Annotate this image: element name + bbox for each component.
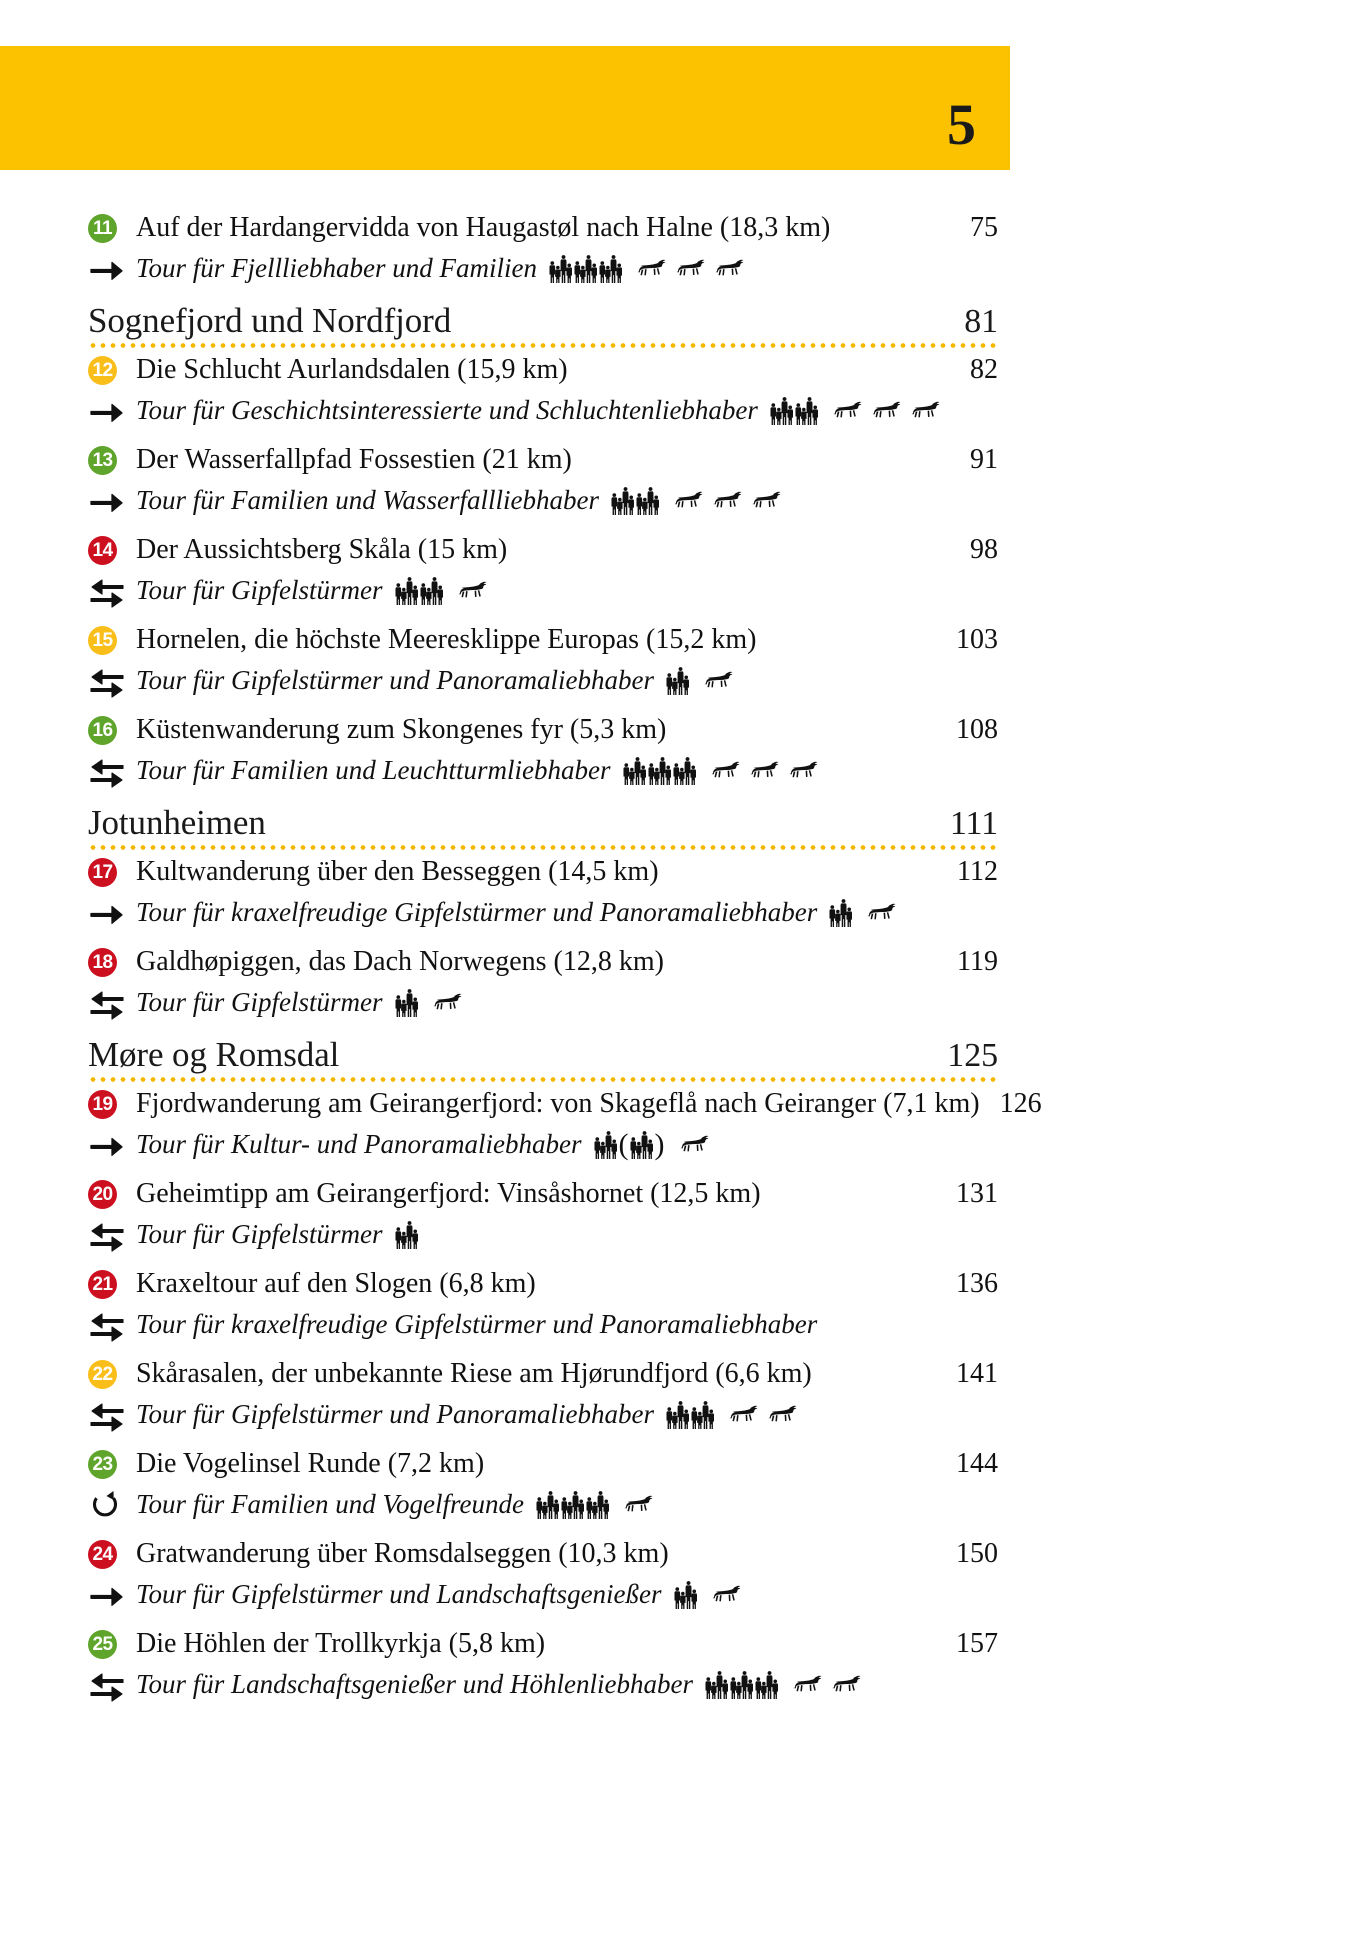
animal	[680, 1134, 710, 1156]
people-group	[705, 1671, 729, 1699]
people-group-icon	[586, 1491, 610, 1519]
people-group	[674, 1581, 698, 1609]
people-group-icon	[599, 255, 623, 283]
section-title: Jotunheimen	[88, 803, 266, 843]
people-group-icon	[730, 1671, 754, 1699]
people-group-icon	[666, 1401, 690, 1429]
mountain-goat-icon	[624, 1494, 654, 1516]
tour-number-badge: 14	[88, 536, 117, 565]
animal	[833, 400, 863, 422]
tour-page-number: 144	[956, 1448, 998, 1480]
route-type-icon	[88, 256, 136, 282]
toc-entry[interactable]	[88, 946, 998, 1020]
route-type-icon	[88, 1218, 136, 1252]
arrow-both-icon	[90, 754, 124, 788]
people-group-icon	[755, 1671, 779, 1699]
tour-icon-row	[395, 577, 488, 605]
tour-page-number: 141	[956, 1358, 998, 1390]
tour-title[interactable]: Die Schlucht Aurlandsdalen (15,9 km)	[136, 354, 568, 386]
people-group	[395, 1221, 419, 1249]
tour-icon-row	[611, 487, 782, 515]
mountain-goat-icon	[750, 760, 780, 782]
route-type-icon	[88, 574, 136, 608]
route-type-icon	[88, 900, 136, 926]
section-page-number: 81	[964, 303, 998, 340]
tour-page-number: 112	[957, 856, 998, 888]
people-group-optional	[630, 1131, 654, 1159]
toc-entry[interactable]	[88, 354, 998, 428]
mountain-goat-icon	[789, 760, 819, 782]
tour-title[interactable]: Galdhøpiggen, das Dach Norwegens (12,8 km)	[136, 946, 664, 978]
section-page-number: 125	[947, 1037, 998, 1075]
mountain-goat-icon	[713, 490, 743, 512]
route-type-icon	[88, 1489, 136, 1521]
people-group	[730, 1671, 754, 1699]
people-group-icon	[829, 899, 853, 927]
people-group-icon	[673, 757, 697, 785]
tour-icon-row	[829, 899, 897, 927]
arrow-right-icon	[90, 1132, 124, 1158]
section-page-number: 111	[949, 805, 998, 843]
mountain-goat-icon	[433, 992, 463, 1014]
tour-number-badge: 24	[88, 1540, 117, 1569]
tour-subtitle: Tour für Gipfelstürmer und Panoramaliebhaber	[136, 665, 655, 696]
animal	[715, 258, 745, 280]
arrow-both-icon	[90, 1308, 124, 1342]
people-group	[770, 397, 794, 425]
mountain-goat-icon	[833, 400, 863, 422]
animal	[704, 670, 734, 692]
tour-icon-row	[674, 1581, 742, 1609]
animal	[832, 1674, 862, 1696]
tour-subtitle: Tour für Landschaftsgenießer und Höhlenliebhaber	[136, 1669, 693, 1700]
tour-icon-row	[666, 667, 734, 695]
tour-title[interactable]: Küstenwanderung zum Skongenes fyr (5,3 km)	[136, 714, 667, 746]
section-title: Møre og Romsdal	[88, 1035, 340, 1075]
animal	[789, 760, 819, 782]
people-group-icon	[395, 577, 419, 605]
tour-icon-row	[770, 397, 941, 425]
people-group	[829, 899, 853, 927]
tour-subtitle: Tour für Familien und Leuchtturmliebhaber	[136, 755, 611, 786]
dotted-rule	[88, 1077, 998, 1082]
people-group	[561, 1491, 585, 1519]
tour-subtitle: Tour für kraxelfreudige Gipfelstürmer und Panoramaliebhaber	[136, 897, 818, 928]
mountain-goat-icon	[832, 1674, 862, 1696]
people-group-icon	[395, 989, 419, 1017]
tour-number-badge: 18	[88, 948, 117, 977]
people-group	[586, 1491, 610, 1519]
right-paren: )	[654, 1128, 665, 1162]
people-group	[636, 487, 660, 515]
arrow-right-icon	[90, 1582, 124, 1608]
mountain-goat-icon	[712, 1584, 742, 1606]
tour-page-number: 98	[970, 534, 998, 566]
tour-subtitle: Tour für Gipfelstürmer	[136, 1219, 383, 1250]
tour-subtitle: Tour für Kultur- und Panoramaliebhaber	[136, 1129, 582, 1160]
people-group-icon	[594, 1131, 618, 1159]
tour-page-number: 150	[956, 1538, 998, 1570]
mountain-goat-icon	[911, 400, 941, 422]
people-group-icon	[549, 255, 573, 283]
tour-number-badge: 15	[88, 626, 117, 655]
people-group	[666, 667, 690, 695]
toc-entry[interactable]	[88, 1628, 998, 1702]
arrow-both-icon	[90, 1668, 124, 1702]
arrow-both-icon	[90, 1218, 124, 1252]
arrow-right-icon	[90, 256, 124, 282]
people-group-icon	[420, 577, 444, 605]
animal	[911, 400, 941, 422]
route-type-icon	[88, 1668, 136, 1702]
animal	[793, 1674, 823, 1696]
header-banner	[0, 46, 1010, 170]
people-group-icon	[536, 1491, 560, 1519]
tour-icon-row	[549, 255, 745, 283]
people-group	[623, 757, 647, 785]
arrow-right-icon	[90, 900, 124, 926]
animal	[624, 1494, 654, 1516]
tour-icon-row	[536, 1491, 654, 1519]
people-group	[549, 255, 573, 283]
toc-entry[interactable]	[88, 856, 998, 930]
route-type-icon	[88, 488, 136, 514]
mountain-goat-icon	[676, 258, 706, 280]
tour-page-number: 119	[957, 946, 998, 978]
tour-page-number: 75	[970, 212, 998, 243]
tour-subtitle: Tour für kraxelfreudige Gipfelstürmer und Panoramaliebhaber	[136, 1309, 818, 1340]
tour-number-badge: 22	[88, 1360, 117, 1389]
tour-title[interactable]: Hornelen, die höchste Meeresklippe Europas (15,2 km)	[136, 624, 757, 656]
left-paren: (	[618, 1128, 629, 1162]
tour-page-number: 91	[970, 444, 998, 476]
dotted-rule	[88, 845, 998, 850]
tour-number-badge: 13	[88, 446, 117, 475]
tour-subtitle: Tour für Familien und Wasserfallliebhaber	[136, 485, 600, 516]
tour-title[interactable]: Der Aussichtsberg Skåla (15 km)	[136, 534, 508, 566]
people-group	[395, 989, 419, 1017]
people-group-icon	[674, 1581, 698, 1609]
animal	[713, 490, 743, 512]
tour-number-badge: 20	[88, 1180, 117, 1209]
mountain-goat-icon	[680, 1134, 710, 1156]
people-group	[795, 397, 819, 425]
people-group-icon	[705, 1671, 729, 1699]
tour-number-badge: 12	[88, 356, 117, 385]
tour-icon-row	[623, 757, 819, 785]
dotted-rule	[88, 343, 998, 348]
people-group-icon	[770, 397, 794, 425]
people-group-icon	[691, 1401, 715, 1429]
arrow-right-icon	[90, 488, 124, 514]
mountain-goat-icon	[867, 902, 897, 924]
tour-icon-row	[705, 1671, 862, 1699]
tour-subtitle: Tour für Familien und Vogelfreunde	[136, 1489, 524, 1520]
toc-entry[interactable]	[88, 714, 998, 788]
mountain-goat-icon	[872, 400, 902, 422]
animal	[674, 490, 704, 512]
route-type-icon	[88, 1398, 136, 1432]
people-group	[395, 577, 419, 605]
toc-entry[interactable]	[88, 1448, 998, 1522]
tour-number-badge: 11	[88, 214, 117, 243]
tour-subtitle: Tour für Gipfelstürmer und Panoramaliebhaber	[136, 1399, 655, 1430]
tour-subtitle: Tour für Fjellliebhaber und Familien	[136, 253, 537, 284]
mountain-goat-icon	[711, 760, 741, 782]
tour-title[interactable]: Kraxeltour auf den Slogen (6,8 km)	[136, 1268, 536, 1300]
tour-number-badge: 23	[88, 1450, 117, 1479]
people-group	[755, 1671, 779, 1699]
section-heading	[88, 802, 998, 850]
toc-entry[interactable]	[88, 1358, 998, 1432]
tour-icon-row	[395, 1221, 419, 1249]
tour-icon-row	[666, 1401, 798, 1429]
tour-subtitle: Tour für Gipfelstürmer	[136, 987, 383, 1018]
route-type-icon	[88, 398, 136, 424]
people-group-icon	[395, 1221, 419, 1249]
animal	[711, 760, 741, 782]
tour-page-number: 82	[970, 354, 998, 386]
arrow-both-icon	[90, 1398, 124, 1432]
tour-page-number: 126	[999, 1088, 1042, 1120]
tour-number-badge: 16	[88, 716, 117, 745]
people-group-icon	[795, 397, 819, 425]
section-title: Sognefjord und Nordfjord	[88, 301, 452, 340]
route-type-icon	[88, 664, 136, 698]
mountain-goat-icon	[674, 490, 704, 512]
people-group	[611, 487, 635, 515]
tour-title[interactable]: Geheimtipp am Geirangerfjord: Vinsåshornet (12,5 km)	[136, 1178, 761, 1210]
toc-entry[interactable]	[88, 444, 998, 518]
tour-subtitle: Tour für Gipfelstürmer	[136, 575, 383, 606]
tour-page-number: 131	[956, 1178, 998, 1210]
people-group	[594, 1131, 618, 1159]
mountain-goat-icon	[704, 670, 734, 692]
tour-title[interactable]: Die Höhlen der Trollkyrkja (5,8 km)	[136, 1628, 546, 1660]
route-type-icon	[88, 1582, 136, 1608]
tour-title[interactable]: Der Wasserfallpfad Fossestien (21 km)	[136, 444, 572, 476]
arrow-both-icon	[90, 574, 124, 608]
people-group	[420, 577, 444, 605]
tour-number-badge: 19	[88, 1090, 117, 1119]
toc-entry[interactable]	[88, 212, 998, 286]
mountain-goat-icon	[637, 258, 667, 280]
animal	[637, 258, 667, 280]
animal	[458, 580, 488, 602]
people-group	[648, 757, 672, 785]
page-number: 5	[947, 92, 976, 157]
animal	[752, 490, 782, 512]
people-group-icon	[561, 1491, 585, 1519]
route-type-icon	[88, 986, 136, 1020]
mountain-goat-icon	[768, 1404, 798, 1426]
tour-page-number: 136	[956, 1268, 998, 1300]
tour-title[interactable]: Kultwanderung über den Besseggen (14,5 km)	[136, 856, 659, 888]
people-group-icon	[630, 1131, 654, 1159]
people-group	[691, 1401, 715, 1429]
mountain-goat-icon	[715, 258, 745, 280]
tour-title[interactable]: Auf der Hardangervidda von Haugastøl nach Halne (18,3 km)	[136, 212, 831, 243]
toc-entry[interactable]	[88, 1538, 998, 1612]
animal	[872, 400, 902, 422]
arrow-both-icon	[90, 664, 124, 698]
tour-number-badge: 17	[88, 858, 117, 887]
animal	[712, 1584, 742, 1606]
people-group-icon	[636, 487, 660, 515]
section-heading	[88, 300, 998, 348]
mountain-goat-icon	[458, 580, 488, 602]
table-of-contents	[88, 196, 1042, 1702]
people-group	[673, 757, 697, 785]
toc-entry[interactable]	[88, 1268, 998, 1342]
arrow-both-icon	[90, 986, 124, 1020]
tour-subtitle: Tour für Geschichtsinteressierte und Schluchtenliebhaber	[136, 395, 758, 426]
people-group-icon	[648, 757, 672, 785]
tour-subtitle: Tour für Gipfelstürmer und Landschaftsgenießer	[136, 1579, 662, 1610]
arrow-right-icon	[90, 398, 124, 424]
people-group-icon	[623, 757, 647, 785]
people-group-icon	[574, 255, 598, 283]
tour-icon-row	[594, 1130, 710, 1160]
tour-page-number: 103	[956, 624, 998, 656]
mountain-goat-icon	[793, 1674, 823, 1696]
tour-title[interactable]: Gratwanderung über Romsdalseggen (10,3 km)	[136, 1538, 669, 1570]
tour-number-badge: 21	[88, 1270, 117, 1299]
animal	[750, 760, 780, 782]
animal	[768, 1404, 798, 1426]
toc-entry[interactable]	[88, 624, 998, 698]
route-type-icon	[88, 754, 136, 788]
people-group	[536, 1491, 560, 1519]
arrow-circular-icon	[90, 1489, 120, 1521]
people-group-icon	[611, 487, 635, 515]
section-heading	[88, 1034, 998, 1082]
people-group-icon	[666, 667, 690, 695]
tour-title[interactable]: Fjordwanderung am Geirangerfjord: von Skageflå nach Geiranger (7,1 km)	[136, 1088, 980, 1120]
route-type-icon	[88, 1132, 136, 1158]
people-group	[599, 255, 623, 283]
tour-icon-row	[395, 989, 463, 1017]
animal	[729, 1404, 759, 1426]
toc-entry[interactable]	[88, 1088, 1042, 1162]
toc-entry[interactable]	[88, 534, 998, 608]
toc-entry[interactable]	[88, 1178, 998, 1252]
animal	[867, 902, 897, 924]
people-group	[574, 255, 598, 283]
mountain-goat-icon	[729, 1404, 759, 1426]
route-type-icon	[88, 1308, 136, 1342]
tour-number-badge: 25	[88, 1630, 117, 1659]
animal	[433, 992, 463, 1014]
tour-page-number: 108	[956, 714, 998, 746]
people-group	[666, 1401, 690, 1429]
tour-title[interactable]: Die Vogelinsel Runde (7,2 km)	[136, 1448, 485, 1480]
tour-page-number: 157	[956, 1628, 998, 1660]
animal	[676, 258, 706, 280]
tour-title[interactable]: Skårasalen, der unbekannte Riese am Hjørundfjord (6,6 km)	[136, 1358, 812, 1390]
mountain-goat-icon	[752, 490, 782, 512]
